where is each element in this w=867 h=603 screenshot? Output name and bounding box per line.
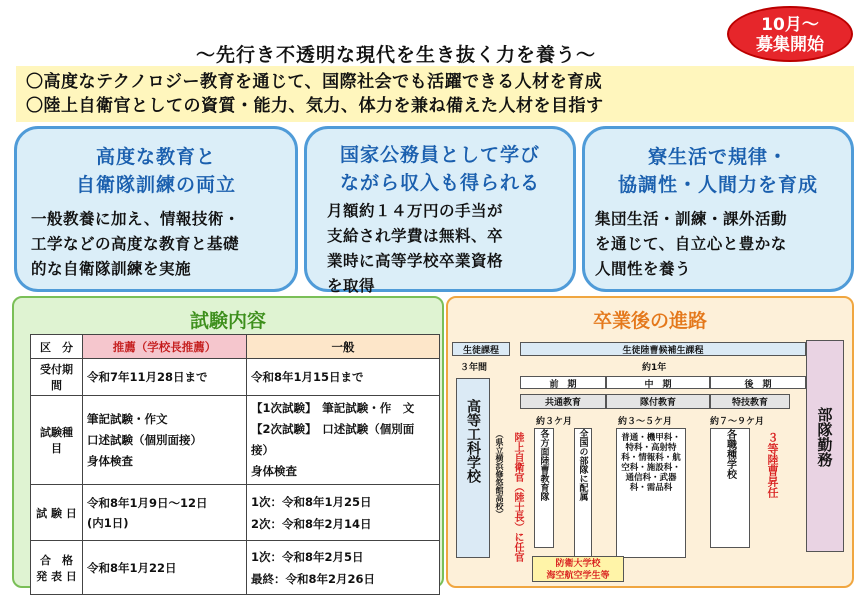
unit-duty: 部隊勤務 [815, 407, 834, 467]
cell: 【1次試験】 筆記試験・作 文 【2次試験】 口述試験（個別面接） 身体検査 [247, 396, 440, 485]
unit-duty-box [806, 340, 844, 552]
table-row [31, 485, 440, 541]
row-key: 受付期間 [31, 359, 83, 396]
feature-dormitory [582, 126, 854, 292]
nationwide-text: 全国の部隊に配属 [577, 429, 588, 501]
cell: 1次：令和8年2月5日 最終：令和8年2月26日 [247, 541, 440, 595]
feature-heading: 自衛隊訓練の両立 [75, 174, 236, 196]
feature-body: 工学などの高度な教育と基礎 [31, 235, 240, 253]
cell: 令和8年1月22日 [83, 541, 247, 595]
goal-2: 〇陸上自衛官としての資質・能力、気力、体力を兼ね備えた人材を目指す [26, 96, 604, 116]
nationwide [574, 428, 592, 564]
row-key: 試験種目 [31, 396, 83, 485]
badge-line2: 募集開始 [756, 35, 824, 55]
phase-chuki: 中 期 [606, 376, 710, 389]
feature-heading: 高度な教育と [95, 146, 216, 168]
school-box [456, 378, 490, 558]
cell: 令和8年1月9日～12日 (内1日) [83, 485, 247, 541]
col-general: 一般 [247, 335, 440, 359]
feature-body: 人間性を養う [595, 260, 692, 278]
feature-heading: 寮生活で規律・ [647, 146, 788, 168]
career-panel [446, 296, 854, 588]
goals-box [16, 66, 854, 122]
col-recommend: 推薦（学校長推薦） [83, 335, 247, 359]
branch-schools [710, 428, 750, 548]
phase-kouki: 後 期 [710, 376, 806, 389]
fields-box: 普通・機甲科・特科・高射特科・情報科・航空科・施設科・通信科・武器科・需品科 [616, 428, 686, 558]
feature-education [14, 126, 298, 292]
row-key: 合 格 発 表 日 [31, 541, 83, 595]
cell: 令和7年11月28日まで [83, 359, 247, 396]
special-education: 特技教育 [710, 394, 790, 409]
approx-3-5m: 約３～５ケ月 [618, 417, 673, 427]
feature-body: を通じて、自立心と豊かな [595, 235, 787, 253]
student-course-label: 生徒課程 [452, 342, 510, 356]
appointment: 陸上自衛官（陸士長）に任官 [512, 432, 523, 562]
school-sub: （県立横浜修悠館高校） [495, 430, 504, 518]
table-row [31, 541, 440, 595]
candidate-course-label: 生徒陸曹候補生課程 [520, 342, 806, 356]
ndu: 防衛大学校 [555, 559, 601, 569]
promotion: ３等陸曹昇任 [766, 432, 779, 498]
gsdf-schools-text: 各方面陸曹教育隊 [538, 429, 549, 501]
feature-heading: ながら収入も得られる [339, 172, 540, 194]
gsdf-schools [534, 428, 554, 548]
feature-body: 支給され学費は無料、卒 [327, 227, 504, 245]
other-schools [532, 556, 624, 582]
recruitment-badge [727, 6, 853, 62]
branch-schools-text: 各職種学校 [724, 429, 736, 479]
row-key: 試 験 日 [31, 485, 83, 541]
feature-salary [304, 126, 576, 295]
feature-body: 業時に高等学校卒業資格 [327, 252, 504, 270]
row-key: 区 分 [31, 335, 83, 359]
feature-heading: 協調性・人間力を育成 [617, 174, 818, 196]
career-title: 卒業後の進路 [592, 310, 707, 332]
table-row [31, 335, 440, 359]
exam-panel [12, 296, 444, 588]
feature-body: 月額約１４万円の手当が [327, 202, 504, 220]
navy-air: 海空航空学生等 [546, 571, 610, 581]
approx-7-9m: 約７～９ケ月 [710, 417, 765, 427]
exam-table [30, 334, 440, 595]
about-1yr: 約1年 [642, 363, 667, 373]
feature-body: 一般教養に加え、情報技術・ [31, 210, 240, 228]
goal-1: 〇高度なテクノロジー教育を通じて、国際社会でも活躍できる人材を育成 [26, 72, 603, 92]
school-name: 高等工科学校 [465, 399, 481, 483]
badge-line1: 10月～ [761, 15, 819, 35]
slogan: ～先行き不透明な現代を生き抜く力を養う～ [196, 44, 597, 66]
phase-zenki: 前 期 [520, 376, 606, 389]
cell: 筆記試験・作文 口述試験（個別面接） 身体検査 [83, 396, 247, 485]
cell: 令和8年1月15日まで [247, 359, 440, 396]
table-row [31, 359, 440, 396]
exam-title: 試験内容 [189, 310, 266, 332]
feature-heading: 国家公務員として学び [339, 144, 540, 166]
approx-3m: 約３ケ月 [536, 417, 573, 427]
feature-body: 的な自衛隊訓練を実施 [31, 260, 192, 278]
cell: 1次：令和8年1月25日 2次：令和8年2月14日 [247, 485, 440, 541]
feature-body: 集団生活・訓練・課外活動 [595, 210, 788, 228]
table-row [31, 396, 440, 485]
three-years: ３年間 [460, 363, 488, 373]
unit-education: 隊付教育 [606, 394, 710, 409]
feature-body: を取得 [327, 277, 376, 295]
common-education: 共通教育 [520, 394, 606, 409]
